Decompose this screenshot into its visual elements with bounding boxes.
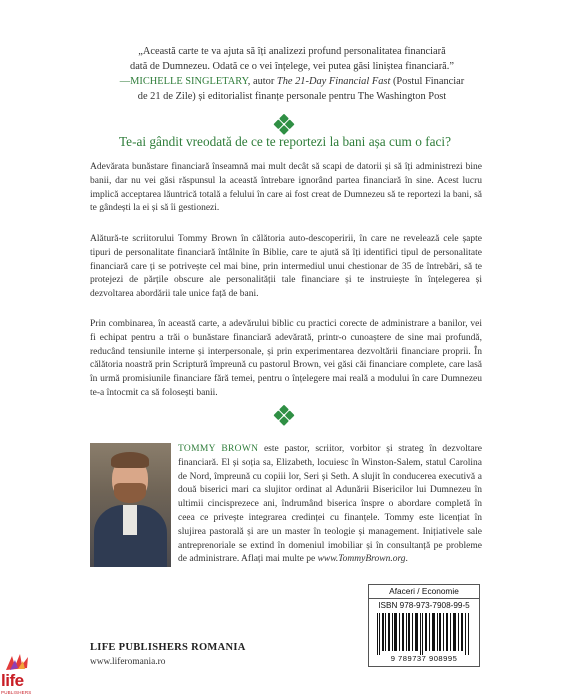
ornament-icon [273, 114, 296, 137]
endorser-name: —MICHELLE SINGLETARY [119, 76, 248, 87]
description-paragraph-3: Prin combinarea, în această carte, a adevărului biblic cu practici corecte de administrare a banilor, vei fi echipat pentru a trăi o bunăstare financiară adevărată, printr-o cunoaștere de sine mai profundă, reducând tensiunile interne și interpersonale, și prin experimentarea dezvoltării financiare proprii. În călătoria noastră prin Scriptură împreună cu pastorul Brown, vei găsi căi financiare complete, care lasă în urmă promisiunile financiare fără temei, pentru o înțelegere mai reală a modului în care Dumnezeu te-a întocmit ca să folosești banii. [90, 319, 482, 398]
isbn-barcode-box [368, 598, 480, 667]
logo-subtext: PUBLISHERS [1, 690, 32, 695]
publisher-name: LIFE PUBLISHERS ROMANIA [90, 642, 246, 653]
publisher-website: www.liferomania.ro [90, 657, 166, 667]
ornament-icon [273, 405, 296, 428]
attribution-text: , autor [247, 76, 277, 87]
isbn-text: ISBN 978-973-7908-99-5 [378, 601, 470, 610]
description-paragraph-1: Adevărata bunăstare financiară înseamnă mai mult decât să scapi de datorii și să îți administrezi bine banii, dar nu vei găsi răspunsul la această întrebare ignorând partea financiară în sine. Acest lucru implică acceptarea lăuntrică totală a felului în care ai fost creat de Dumnezeu să te reportezi la bani, să te gândești la ei și să îi gestionezi. [90, 162, 482, 214]
endorsement-quote [100, 44, 484, 104]
headline-question: Te-ai gândit vreodată de ce te reportezi la bani așa cum o faci? [118, 134, 452, 149]
author-bio [178, 443, 482, 567]
endorser-book-title: The 21-Day Financial Fast [276, 76, 391, 87]
author-bio-text: este pastor, scriitor, vorbitor și strateg în dezvoltare financiară. El și soția sa, Elizabeth, locuiesc în Winston-Salem, statul Carolina de Nord, împreună cu copiii lor, Seri și Seth. A slujit în conducerea executivă a două biserici mari ca slujitor ordinat al Adunării Bisericilor lui Dumnezeu în ultimii cincisprezece ani, îndrumând biserica înspre o abordare completă în ceea ce privește integrarea credinței cu finanțele. Tommy este licențiat în slujirea pastorală și are un master în teologie și management. Inițiativele sale antreprenoriale se extind în domeniul imobiliar și în consultanță pe probleme de administrare. Aflați mai multe pe [178, 444, 482, 565]
attribution-text-2: (Postul Financiar [390, 76, 465, 87]
barcode-digits: 9 789737 908995 [390, 654, 458, 663]
author-photo [90, 443, 171, 567]
description-paragraph-2: Alătură-te scriitorului Tommy Brown în călătoria auto-descoperirii, în care ne revelează cele șapte tipuri de personalitate financiară întâlnite în Biblie, care te ajută să îți identifici tipul de personalitate financiară care ți se potrivește cel mai bine, prin intermediul unui chestionar de 35 de întrebări, să te protejezi de părțile obscure ale personalității tale financiare și te instruiește în înțelegerea și dezvoltarea abordării tale unice față de bani. [90, 234, 482, 300]
barcode-icon [375, 613, 473, 655]
quote-line-1: „Această carte te va ajuta să îți analizezi profund personalitatea financiară [138, 46, 446, 57]
author-name: TOMMY BROWN [178, 444, 259, 454]
logo-word: life [1, 671, 24, 690]
author-website: www.TommyBrown.org [317, 554, 406, 565]
category-label: Afaceri / Economie [368, 584, 480, 599]
quote-attribution [100, 74, 484, 104]
quote-line-2: dată de Dumnezeu. Odată ce o vei înțelege, vei putea găsi liniștea financiară.” [130, 61, 454, 72]
attribution-text-3: de 21 de Zile) și editorialist finanțe personale pentru The Washington Post [137, 91, 447, 102]
author-bio-end: . [405, 554, 408, 565]
